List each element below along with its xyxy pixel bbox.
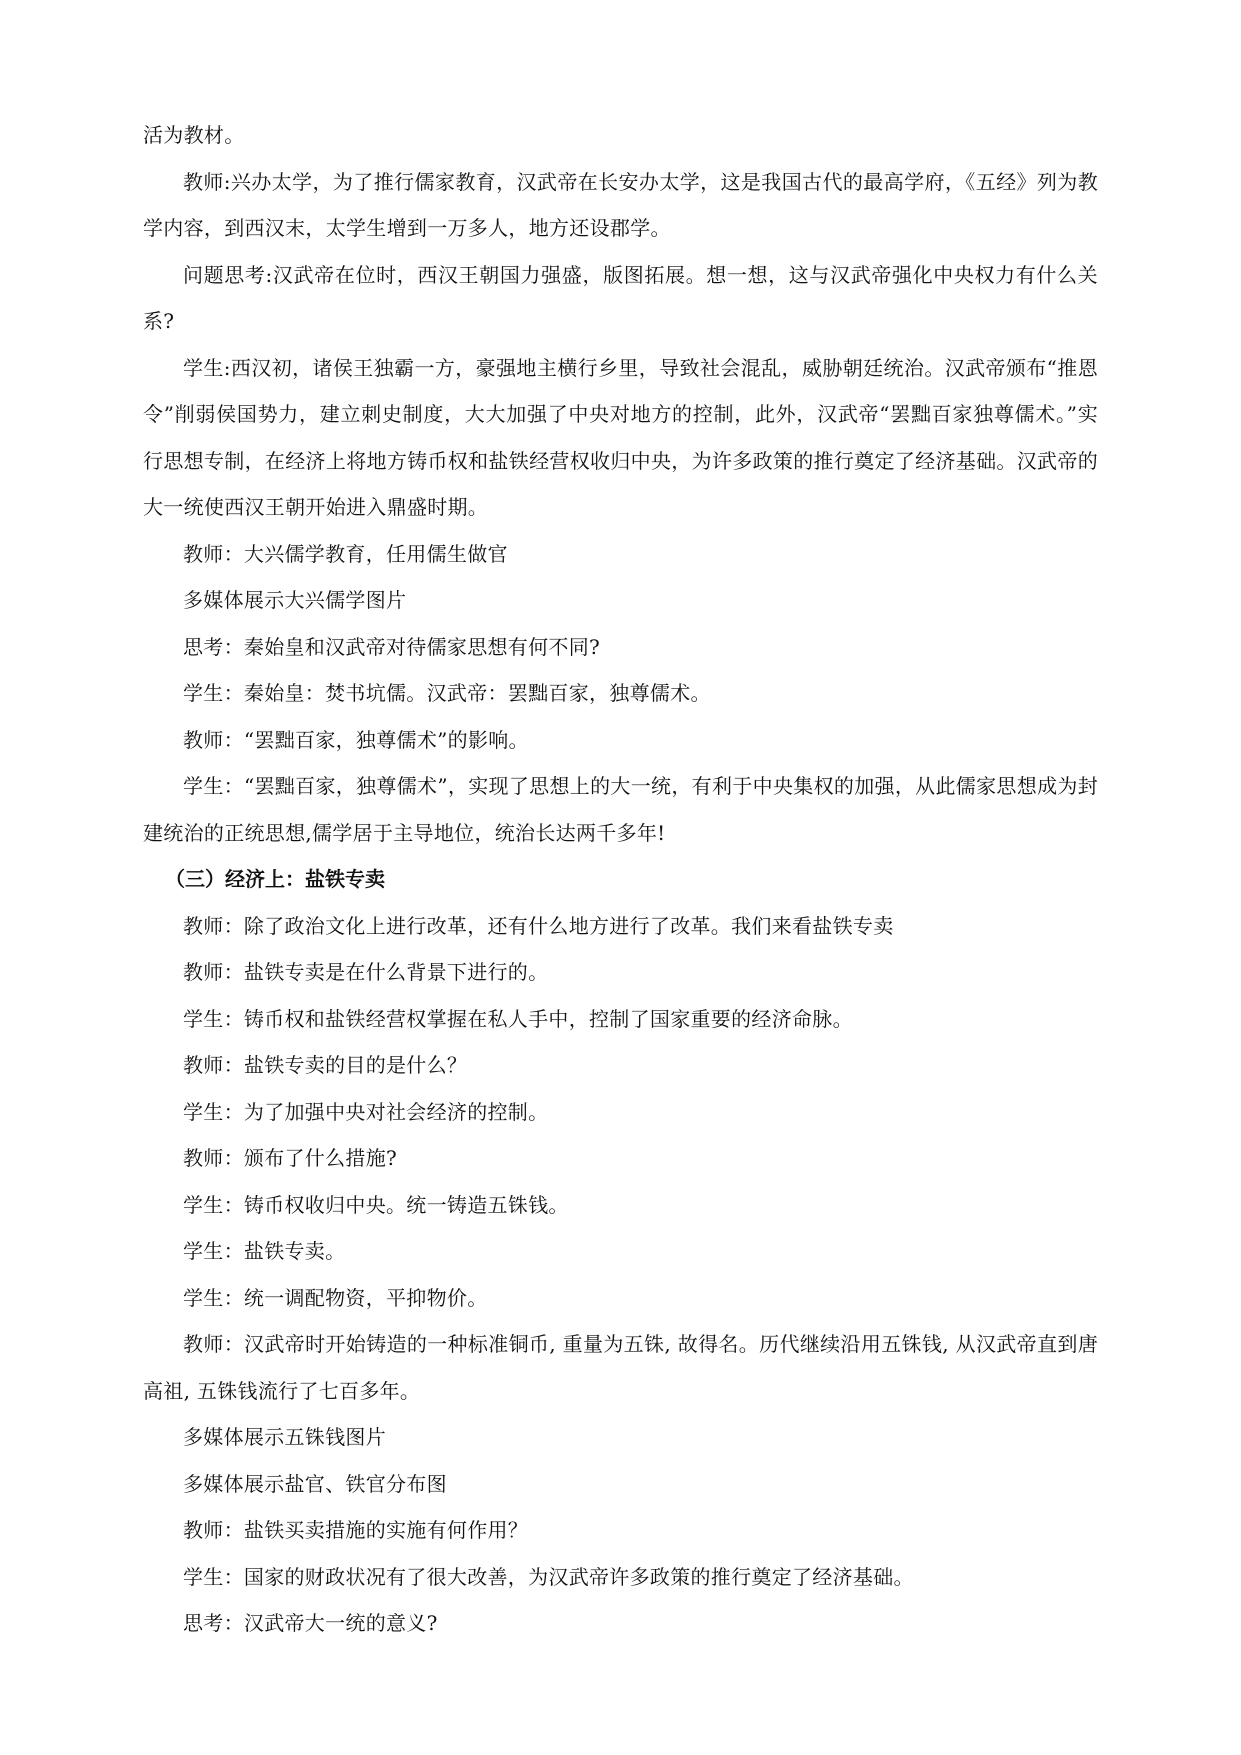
paragraph-student-measure-coinage: 学生：铸币权收归中央。统一铸造五铢钱。 <box>183 1192 569 1217</box>
paragraph-teacher-influence: 教师：“罢黜百家，独尊儒术”的影响。 <box>183 727 529 752</box>
paragraph-think-significance: 思考：汉武帝大一统的意义? <box>183 1611 438 1635</box>
paragraph-question-central-power: 问题思考:汉武帝在位时，西汉王朝国力强盛，版图拓展。想一想，这与汉武帝强化中央权力有什么关系? <box>143 262 1098 333</box>
paragraph-student-measure-salt-iron: 学生：盐铁专卖。 <box>183 1239 346 1263</box>
paragraph-student-qin-han-answer: 学生：秦始皇：焚书坑儒。汉武帝：罢黜百家，独尊儒术。 <box>183 681 711 705</box>
paragraph-think-qin-vs-han: 思考：秦始皇和汉武帝对待儒家思想有何不同? <box>183 634 601 659</box>
paragraph-student-influence-answer: 学生：“罢黜百家，独尊儒术”，实现了思想上的大一统，有利于中央集权的加强，从此儒家思想成为封建统治的正统思想,儒学居于主导地位，统治长达两千多年! <box>143 774 1098 845</box>
paragraph-teacher-background: 教师：盐铁专卖是在什么背景下进行的。 <box>183 960 549 984</box>
paragraph-teacher-reform-intro: 教师：除了政治文化上进行改革，还有什么地方进行了改革。我们来看盐铁专卖 <box>183 913 894 938</box>
paragraph-teacher-measures: 教师：颁布了什么措施? <box>183 1146 398 1170</box>
paragraph-student-effect: 学生：国家的财政状况有了很大改善，为汉武帝许多政策的推行奠定了经济基础。 <box>183 1564 914 1589</box>
paragraph-multimedia-officials-map: 多媒体展示盐官、铁官分布图 <box>183 1471 447 1496</box>
paragraph-continuation: 活为教材。 <box>143 123 245 147</box>
paragraph-teacher-taixue: 教师:兴办太学，为了推行儒家教育，汉武帝在长安办太学，这是我国古代的最高学府，《五经》列为教学内容，到西汉末，太学生增到一万多人，地方还设郡学。 <box>143 169 1098 240</box>
paragraph-student-purpose: 学生：为了加强中央对社会经济的控制。 <box>183 1099 549 1124</box>
paragraph-teacher-confucian-education: 教师：大兴儒学教育，任用儒生做官 <box>183 541 508 566</box>
section-heading-salt-iron: （三）经济上：盐铁专卖 <box>165 867 385 891</box>
paragraph-student-background: 学生：铸币权和盐铁经营权掌握在私人手中，控制了国家重要的经济命脉。 <box>183 1006 853 1031</box>
paragraph-student-answer-western-han: 学生:西汉初，诸侯王独霸一方，豪强地主横行乡里，导致社会混乱，威胁朝廷统治。汉武帝颁布“推恩令”削弱侯国势力，建立刺史制度，大大加强了中央对地方的控制，此外，汉武帝“罢黜百家独尊儒术。”实行思想专制，在经济上将地方铸币权和盐铁经营权收归中央，为许多政策的推行奠定了经济基础。汉武帝的大一统使西汉王朝开始进入鼎盛时期。 <box>143 355 1098 519</box>
document-body <box>143 112 1098 1647</box>
paragraph-teacher-wuzhu-coin: 教师：汉武帝时开始铸造的一种标准铜币, 重量为五铢, 故得名。历代继续沿用五铢钱, 从汉武帝直到唐高祖, 五铢钱流行了七百多年。 <box>143 1332 1098 1403</box>
paragraph-teacher-purpose: 教师：盐铁专卖的目的是什么？ <box>183 1053 468 1077</box>
paragraph-multimedia-wuzhu-images: 多媒体展示五铢钱图片 <box>183 1425 386 1449</box>
paragraph-multimedia-confucian-images: 多媒体展示大兴儒学图片 <box>183 588 407 612</box>
paragraph-teacher-effect: 教师：盐铁买卖措施的实施有何作用？ <box>183 1518 529 1542</box>
paragraph-student-measure-prices: 学生：统一调配物资，平抑物价。 <box>183 1285 488 1310</box>
